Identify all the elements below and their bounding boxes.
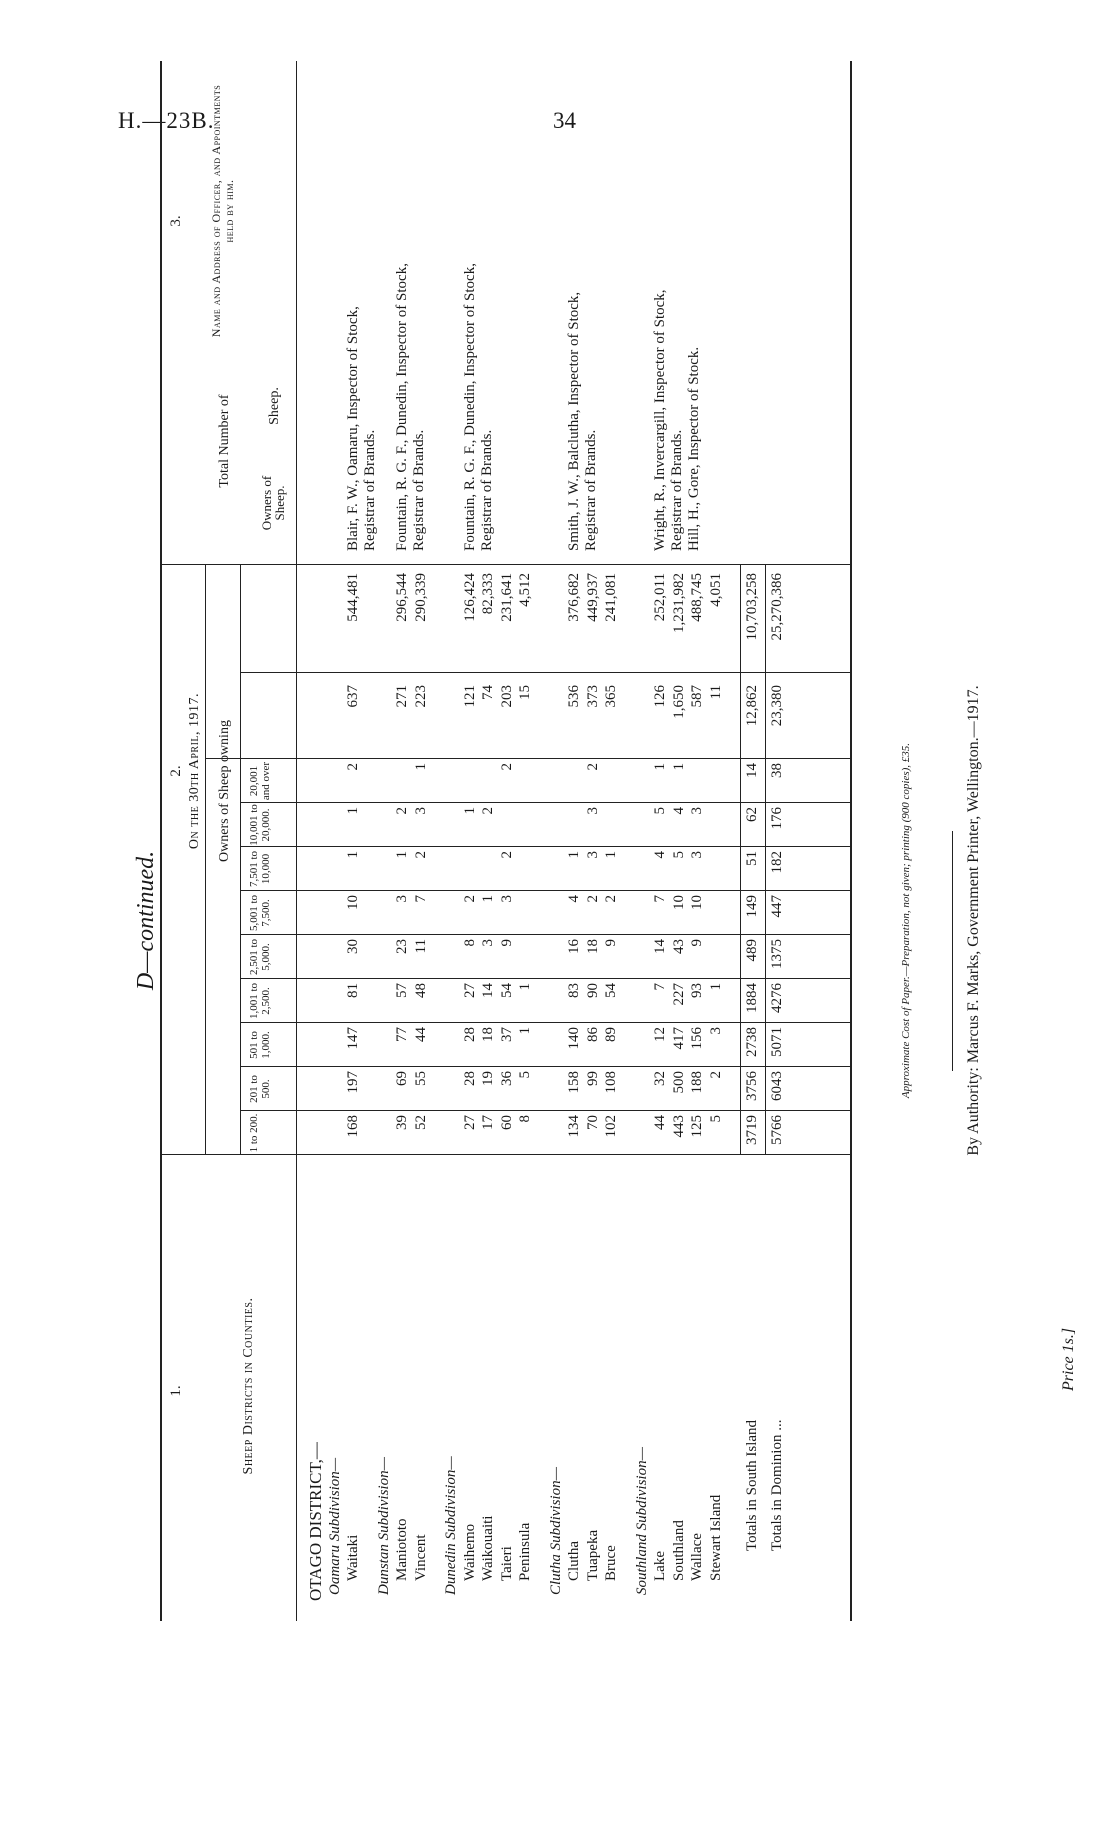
officer-line: Fountain, R. G. F., Dunedin, Inspector of Stock, <box>461 263 478 551</box>
county-row: Bruce <box>603 1545 619 1581</box>
table-cell: 197 <box>345 1071 361 1094</box>
table-cell: 4 <box>652 851 668 859</box>
header-bottom-rule <box>296 61 297 1621</box>
table-cell: 44 <box>652 1115 668 1130</box>
table-cell: 1 <box>412 763 429 771</box>
table-top-rule <box>160 61 162 1621</box>
table-cell: 252,011 <box>652 573 668 622</box>
table-cell: 7 <box>652 983 668 991</box>
band-header: 10,001 to 20,000. <box>248 804 272 846</box>
table-cell: 271 <box>394 685 410 708</box>
table-cell: 7 <box>412 895 429 903</box>
table-cell: 39 <box>394 1115 410 1130</box>
county-row: Vincent <box>412 1534 429 1581</box>
col2-number: 2. <box>168 765 184 777</box>
table-cell: 82,333 <box>480 573 496 615</box>
table-cell: 1 <box>517 983 533 991</box>
table-cell: 2 <box>584 763 601 771</box>
subdivision-heading: Oamaru Subdivision— <box>326 1457 343 1595</box>
table-cell: 30 <box>345 939 361 954</box>
table-cell: 3 <box>707 1027 724 1035</box>
county-row: Waihemo <box>461 1523 478 1581</box>
table-cell: 4 <box>566 895 582 903</box>
table-cell: 62 <box>744 807 760 822</box>
table-cell: 1 <box>345 807 361 815</box>
table-cell: 3719 <box>744 1115 760 1145</box>
officer-line: Hill, H., Gore, Inspector of Stock. <box>686 346 702 551</box>
table-cell: 102 <box>603 1115 619 1138</box>
table-cell: 241,081 <box>603 573 619 622</box>
table-cell: 54 <box>498 983 515 998</box>
table-cell: 182 <box>768 851 785 874</box>
table-cell: 1 <box>670 763 687 771</box>
table-cell: 126 <box>652 685 668 708</box>
table-cell: 1,231,982 <box>670 573 687 633</box>
table-cell: 488,745 <box>689 573 705 622</box>
owners-group-header: Owners of Sheep owning <box>217 720 232 862</box>
table-cell: 296,544 <box>394 573 410 622</box>
table-cell: 11 <box>707 685 724 700</box>
table-cell: 2 <box>603 895 619 903</box>
table-cell: 3 <box>689 851 705 859</box>
table-cell: 44 <box>412 1027 429 1042</box>
table-cell: 2 <box>480 807 496 815</box>
table-cell: 134 <box>566 1115 582 1138</box>
officer-line: Registrar of Brands. <box>362 429 378 551</box>
table-cell: 447 <box>768 895 785 918</box>
col1-number: 1. <box>168 1385 184 1397</box>
band-header: 501 to 1,000. <box>248 1031 272 1059</box>
table-cell: 18 <box>584 939 601 954</box>
table-cell: 2 <box>584 895 601 903</box>
subdivision-heading: Clutha Subdivision— <box>547 1467 564 1595</box>
table-cell: 7 <box>652 895 668 903</box>
table-cell: 5 <box>652 807 668 815</box>
table-cell: 3 <box>394 895 410 903</box>
table-cell: 89 <box>603 1027 619 1042</box>
table-cell: 52 <box>412 1115 429 1130</box>
table-cell: 121 <box>461 685 478 708</box>
table-cell: 51 <box>744 851 760 866</box>
table-cell: 149 <box>744 895 760 918</box>
county-row: Taieri <box>498 1546 515 1581</box>
table-cell: 3 <box>412 807 429 815</box>
table-cell: 86 <box>584 1027 601 1042</box>
price-note: Price 1s.] <box>1060 1327 1077 1391</box>
table-cell: 4,512 <box>517 573 533 607</box>
table-cell: 544,481 <box>345 573 361 622</box>
table-cell: 3 <box>584 851 601 859</box>
cost-note: Approximate Cost of Paper.—Preparation, not given; printing (900 copies), £35. <box>900 742 912 1099</box>
table-cell: 125 <box>689 1115 705 1138</box>
table-cell: 5 <box>670 851 687 859</box>
table-cell: 32 <box>652 1071 668 1086</box>
table-cell: 1 <box>480 895 496 903</box>
total-group-header: Total Number of <box>217 394 232 488</box>
band-header: 2,501 to 5,000. <box>248 938 272 976</box>
table-cell: 36 <box>498 1071 515 1086</box>
band-header: 5,001 to 7,500. <box>248 894 272 932</box>
subdivision-heading: Dunedin Subdivision— <box>443 1456 459 1595</box>
table-cell: 27 <box>461 983 478 998</box>
table-cell: 77 <box>394 1027 410 1042</box>
table-cell: 4 <box>670 807 687 815</box>
table-cell: 83 <box>566 983 582 998</box>
table-cell: 2 <box>394 807 410 815</box>
table-cell: 6043 <box>768 1071 785 1101</box>
officer-line: Wright, R., Invercargill, Inspector of Stock, <box>652 289 668 551</box>
table-cell: 365 <box>603 685 619 708</box>
county-row: Waikouaiti <box>480 1515 496 1581</box>
table-cell: 18 <box>480 1027 496 1042</box>
table-cell: 99 <box>584 1071 601 1086</box>
table-cell: 1 <box>345 851 361 859</box>
table-cell: 37 <box>498 1027 515 1042</box>
table-cell: 16 <box>566 939 582 954</box>
county-row: Clutha <box>566 1541 582 1581</box>
table-cell: 156 <box>689 1027 705 1050</box>
table-cell: 1 <box>566 851 582 859</box>
table-cell: 9 <box>498 939 515 947</box>
table-cell: 373 <box>584 685 601 708</box>
table-cell: 12,862 <box>744 685 760 727</box>
table-cell: 147 <box>345 1027 361 1050</box>
total-sheep-header: Sheep. <box>267 387 282 425</box>
table-cell: 90 <box>584 983 601 998</box>
table-cell: 443 <box>670 1115 687 1138</box>
table-cell: 203 <box>498 685 515 708</box>
table-cell: 223 <box>412 685 429 708</box>
table-cell: 500 <box>670 1071 687 1094</box>
table-cell: 1884 <box>744 983 760 1013</box>
table-cell: 12 <box>652 1027 668 1042</box>
table-cell: 93 <box>689 983 705 998</box>
table-cell: 2 <box>498 851 515 859</box>
table-cell: 637 <box>345 685 361 708</box>
table-cell: 10,703,258 <box>744 573 760 641</box>
owners-sub-rule <box>240 759 241 1155</box>
officer-line: Smith, J. W., Balclutha, Inspector of Stock, <box>566 291 582 551</box>
band-header: 1,001 to 2,500. <box>248 982 272 1020</box>
table-cell: 57 <box>394 983 410 998</box>
subdivision-heading: Southland Subdivision— <box>633 1447 650 1595</box>
subdivision-heading: Dunstan Subdivision— <box>375 1457 392 1595</box>
table-cell: 168 <box>345 1115 361 1138</box>
table-cell: 2 <box>345 763 361 771</box>
table-cell: 23 <box>394 939 410 954</box>
table-cell: 1 <box>394 851 410 859</box>
table-cell: 587 <box>689 685 705 708</box>
table-cell: 28 <box>461 1027 478 1042</box>
county-row: Lake <box>652 1551 668 1581</box>
continued-caption: D—continued. <box>133 850 159 991</box>
table-cell: 14 <box>652 939 668 954</box>
table-cell: 2 <box>461 895 478 903</box>
table-cell: 25,270,386 <box>768 573 785 641</box>
table-cell: 9 <box>603 939 619 947</box>
table-cell: 449,937 <box>584 573 601 622</box>
col3-divider <box>160 564 850 565</box>
table-cell: 536 <box>566 685 582 708</box>
table-cell: 1 <box>707 983 724 991</box>
band-header: 201 to 500. <box>248 1075 272 1103</box>
table-bottom-rule <box>850 61 852 1621</box>
page-code: H.—23B. <box>118 108 215 133</box>
officer-line: Registrar of Brands. <box>583 429 599 551</box>
table-cell: 5766 <box>768 1115 785 1145</box>
table-cell: 5 <box>517 1071 533 1079</box>
table-cell: 489 <box>744 939 760 962</box>
table-cell: 417 <box>670 1027 687 1050</box>
table-cell: 108 <box>603 1071 619 1094</box>
table-cell: 158 <box>566 1071 582 1094</box>
table-cell: 9 <box>689 939 705 947</box>
table-cell: 15 <box>517 685 533 700</box>
table-cell: 3 <box>480 939 496 947</box>
table-cell: 3 <box>584 807 601 815</box>
table-cell: 11 <box>412 939 429 954</box>
table-cell: 10 <box>670 895 687 910</box>
col3-title: Name and Address of Officer, and Appointments held by him. <box>209 84 236 338</box>
table-cell: 231,641 <box>498 573 515 622</box>
band-header: 1 to 200. <box>248 1113 260 1153</box>
county-row: Southland <box>670 1520 687 1581</box>
table-cell: 188 <box>689 1071 705 1094</box>
officer-line: Fountain, R. G. F., Dunedin, Inspector of Stock, <box>394 263 410 551</box>
totals-rule <box>740 565 741 1155</box>
officer-line: Registrar of Brands. <box>669 429 685 551</box>
county-row: Waitaki <box>345 1534 361 1581</box>
officer-line: Registrar of Brands. <box>478 429 495 551</box>
table-cell: 4,051 <box>707 573 724 607</box>
table-cell: 55 <box>412 1071 429 1086</box>
county-row: Peninsula <box>517 1522 533 1581</box>
table-cell: 23,380 <box>768 685 785 727</box>
table-cell: 38 <box>768 763 785 778</box>
totals-row: Totals in South Island <box>744 1419 760 1551</box>
col2-sub-rule <box>205 565 206 1155</box>
table-cell: 2 <box>498 763 515 771</box>
table-cell: 290,339 <box>412 573 429 622</box>
table-cell: 43 <box>670 939 687 954</box>
officer-line: Registrar of Brands. <box>411 429 427 551</box>
total-owners-header: Owners of Sheep. <box>259 475 287 531</box>
table-cell: 10 <box>689 895 705 910</box>
table-cell: 3756 <box>744 1071 760 1101</box>
table-cell: 4276 <box>768 983 785 1013</box>
band-header: 20,001 and over <box>248 761 272 801</box>
table-cell: 2 <box>707 1071 724 1079</box>
table-cell: 74 <box>480 685 496 700</box>
table-cell: 126,424 <box>461 573 478 622</box>
table-cell: 176 <box>768 807 785 830</box>
totals-double-rule <box>765 565 766 1155</box>
table-cell: 5 <box>707 1115 724 1123</box>
total-sub-rule <box>240 565 241 759</box>
table-cell: 2 <box>412 851 429 859</box>
table-cell: 27 <box>461 1115 478 1130</box>
county-row: Stewart Island <box>707 1494 724 1581</box>
authority-line: By Authority: Marcus F. Marks, Government Printer, Wellington.—1917. <box>965 685 982 1156</box>
table-cell: 17 <box>480 1115 496 1130</box>
table-cell: 5071 <box>768 1027 785 1057</box>
table-cell: 54 <box>603 983 619 998</box>
table-cell: 8 <box>461 939 478 947</box>
table-cell: 3 <box>689 807 705 815</box>
table-cell: 8 <box>517 1115 533 1123</box>
table-cell: 1 <box>517 1027 533 1035</box>
table-cell: 3 <box>498 895 515 903</box>
table-cell: 70 <box>584 1115 601 1130</box>
page-number: 34 <box>553 108 576 133</box>
table-cell: 10 <box>345 895 361 910</box>
col3-number: 3. <box>168 215 184 227</box>
county-row: Wallace <box>689 1533 705 1581</box>
district-title: OTAGO DISTRICT,— <box>306 1442 325 1601</box>
band-header: 7,501 to 10,000 <box>248 850 272 888</box>
table-cell: 28 <box>461 1071 478 1086</box>
table-cell: 227 <box>670 983 687 1006</box>
county-row: Maniototo <box>394 1518 410 1581</box>
county-row: Tuapeka <box>584 1529 601 1581</box>
table-cell: 1,650 <box>670 685 687 719</box>
totals-row: Totals in Dominion ... <box>768 1419 785 1551</box>
table-cell: 1 <box>461 807 478 815</box>
table-cell: 14 <box>744 763 760 778</box>
table-cell: 1 <box>603 851 619 859</box>
table-cell: 14 <box>480 983 496 998</box>
table-cell: 1 <box>652 763 668 771</box>
table-cell: 376,682 <box>566 573 582 622</box>
table-cell: 2738 <box>744 1027 760 1057</box>
table-cell: 48 <box>412 983 429 998</box>
table-cell: 140 <box>566 1027 582 1050</box>
table-cell: 81 <box>345 983 361 998</box>
table-cell: 60 <box>498 1115 515 1130</box>
table-cell: 19 <box>480 1071 496 1086</box>
col1-title: Sheep Districts in Counties. <box>241 1297 256 1475</box>
col2-title: On the 30th April, 1917. <box>187 692 202 850</box>
footer-rule <box>952 831 953 1071</box>
table-cell: 1375 <box>768 939 785 969</box>
officer-line: Blair, F. W., Oamaru, Inspector of Stock, <box>345 306 361 551</box>
table-cell: 69 <box>394 1071 410 1086</box>
